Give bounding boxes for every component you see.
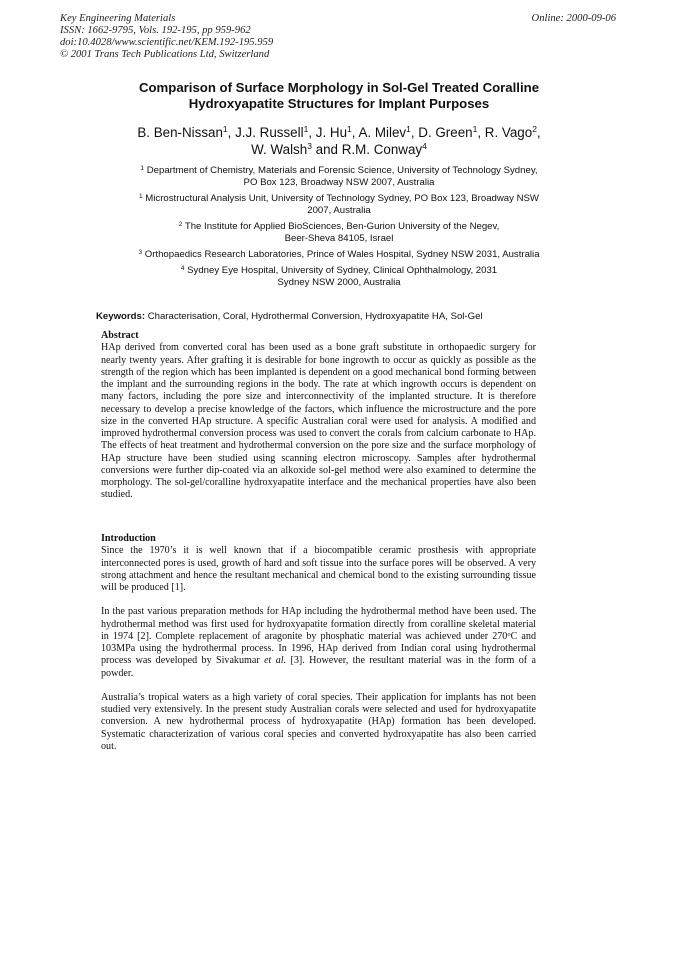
paper-title xyxy=(90,80,588,112)
keywords-text: Characterisation, Coral, Hydrothermal Conversion, Hydroxyapatite HA, Sol-Gel xyxy=(145,311,483,322)
affiliation-number: 4 xyxy=(180,265,185,272)
author-list xyxy=(80,124,598,158)
issn-line: ISSN: 1662-9795, Vols. 192-195, pp 959-962 xyxy=(60,25,251,36)
affiliation-line: The Institute for Applied BioSciences, Ben-Gurion University of the Negev, xyxy=(184,221,500,232)
affiliation xyxy=(86,221,592,244)
journal-name: Key Engineering Materials xyxy=(60,13,176,24)
affiliation-line: 2007, Australia xyxy=(307,204,371,216)
author-name: R. Vago xyxy=(484,125,533,140)
affiliation-line: PO Box 123, Broadway NSW 2007, Australia xyxy=(243,176,435,188)
author-separator: , xyxy=(351,125,359,140)
author-name: W. Walsh xyxy=(251,142,308,157)
intro-paragraph-1: Since the 1970’s it is well known that if a biocompatible ceramic prosthesis with appropriate interconnected pores is used, growth of hard and soft tissue into the surface pores will be observed. A very strong attachment and hence the resultant mechanical and chemical bond to the existing surrounding tissue will be produced [1]. xyxy=(101,545,536,593)
title-line-2: Hydroxyapatite Structures for Implant Purposes xyxy=(188,96,490,111)
author-affiliation-mark: 2 xyxy=(532,124,537,134)
author-line-1 xyxy=(80,124,598,141)
author-name: J. Hu xyxy=(315,125,348,140)
affiliation-number: 1 xyxy=(139,193,143,200)
author-affiliation-mark: 1 xyxy=(472,124,478,134)
intro-paragraph-2-part-1: In the past various preparation methods for HAp including the hydrothermal method have been used. The hydrothermal method was first used for hydroxyapatite formation directly from coralline skeletal material in 1974 [2]. Complete replacement of aragonite by phosphatic material was achieved under 270 xyxy=(101,606,536,642)
intro-paragraph-2-part-3: [3]. However, the resultant material was in the form of a powder. xyxy=(101,655,537,679)
keywords-line xyxy=(96,311,596,323)
affiliation-number: 1 xyxy=(140,165,145,172)
author-affiliation-mark: 1 xyxy=(406,124,411,134)
author-separator: , xyxy=(477,125,485,140)
keywords-label: Keywords: xyxy=(96,311,146,322)
online-date: Online: 2000-09-06 xyxy=(531,13,616,24)
author-affiliation-mark: 1 xyxy=(222,124,228,134)
author-affiliation-mark: 4 xyxy=(422,141,427,151)
author-affiliation-mark: 1 xyxy=(347,124,352,134)
affiliation xyxy=(86,165,592,188)
author-separator: , xyxy=(308,125,316,140)
affiliation xyxy=(86,265,592,288)
author-separator: , xyxy=(227,125,236,140)
affiliation-line: Orthopaedics Research Laboratories, Prince of Wales Hospital, Sydney NSW 2031, Australia xyxy=(144,249,540,260)
affiliation xyxy=(86,249,592,261)
affiliation-line: Microstructural Analysis Unit, University of Technology Sydney, PO Box 123, Broadway NSW xyxy=(145,193,539,204)
introduction-heading: Introduction xyxy=(101,533,156,544)
affiliation xyxy=(86,193,592,216)
abstract-text: HAp derived from converted coral has been used as a bone graft substitute in orthopaedic surgery for nearly twenty years. After grafting it is desirable for bone ingrowth to occur as quickly as possible as the strength of the region which has been implanted is dependent on a good mechanical bond forming between the implant and the surrounding regions in the body. The rate at which ingrowth occurs is dependent on many factors, including the pore size and interconnectivity of the implanted structure. It is therefore necessary to develop a precise knowledge of the factors, which influence the microstructure and the pore size in the converted HAp structure. A specific Australian coral were used for analysis. A modified and improved hydrothermal conversion process was used to convert the corals from calcium carbonate to HAp. The effects of heat treatment and hydrothermal conversion on the pore size and the surface morphology of HAp structure have been studied using scanning electron microscopy. Samples after hydrothermal conversions were further dip-coated via an alkoxide sol-gel method were also examined to determine the morphology. The sol-gel/coralline hydroxyapatite interface and the mechanical properties have also been studied. xyxy=(101,342,536,501)
affiliation-line: Department of Chemistry, Materials and Forensic Science, University of Technology Sydney, xyxy=(146,165,538,176)
affiliation-number: 3 xyxy=(138,249,143,256)
intro-paragraph-3: Australia’s tropical waters as a high variety of coral species. Their application for implants has not been studied very extensively. In the present study Australian corals were selected and used for hydroxyapatite conversion. A new hydrothermal process of hydroxyapatite (HAp) formation has been developed. Systematic characterization of various coral species and converted hydroxyapatite has also been carried out. xyxy=(101,691,536,752)
author-affiliation-mark: 3 xyxy=(307,141,312,151)
author-affiliation-mark: 1 xyxy=(303,124,309,134)
author-separator: and xyxy=(311,142,342,157)
affiliation-line: Sydney NSW 2000, Australia xyxy=(277,276,401,288)
abstract-section xyxy=(101,330,536,502)
doi-line: doi:10.4028/www.scientific.net/KEM.192-195.959 xyxy=(60,37,274,48)
journal-header xyxy=(60,13,273,61)
author-name: J.J. Russell xyxy=(235,125,304,140)
copyright-line: © 2001 Trans Tech Publications Ltd, Switzerland xyxy=(60,49,270,60)
abstract-heading: Abstract xyxy=(101,330,139,341)
et-al: et al. xyxy=(264,655,287,667)
introduction-section xyxy=(101,533,536,753)
author-name: D. Green xyxy=(418,125,473,140)
author-name: B. Ben-Nissan xyxy=(137,125,223,140)
author-name: A. Milev xyxy=(358,125,407,140)
author-line-2 xyxy=(80,141,598,158)
title-line-1: Comparison of Surface Morphology in Sol-Gel Treated Coralline xyxy=(138,80,540,95)
author-separator: , xyxy=(536,125,541,140)
author-name: R.M. Conway xyxy=(341,142,423,157)
degree-sign: o xyxy=(507,630,511,638)
affiliation-number: 2 xyxy=(178,221,183,228)
affiliation-line: Beer-Sheva 84105, Israel xyxy=(284,232,394,244)
author-separator: , xyxy=(410,125,419,140)
intro-paragraph-2-part-2: C and 103MPa using the hydrothermal process. In 1996, HAp derived from Indian coral using hydrothermal process was developed by Sivakumar xyxy=(101,630,536,667)
affiliation-line: Sydney Eye Hospital, University of Sydney, Clinical Ophthalmology, 2031 xyxy=(187,265,498,276)
intro-paragraph-2 xyxy=(101,606,536,680)
